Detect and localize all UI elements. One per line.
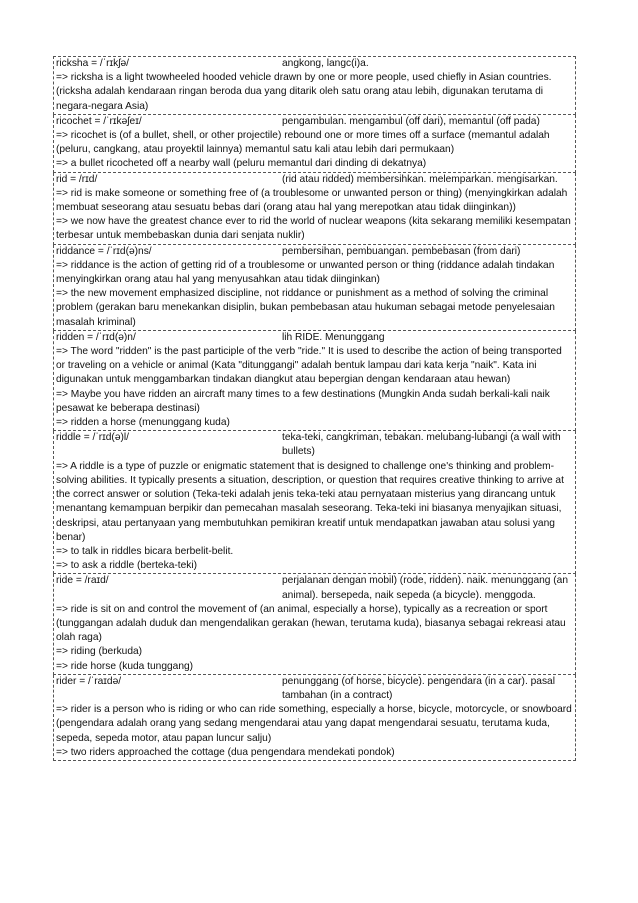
- entry-ricksha: [53, 56, 576, 115]
- entry-line: => ride horse (kuda tunggang): [56, 660, 194, 672]
- entry-line: => ride is sit on and control the movement of (an animal, especially a horse), typically as a recreation or sport (tunggangan adalah duduk dan mengendalikan gerakan (hewan, terutama kuda), biasanya sebagai rekreasi atau olah raga): [56, 603, 566, 644]
- entry-term: riddance = /ˈrɪd(ə)ns/: [56, 245, 152, 257]
- entry-line: => riding (berkuda): [56, 646, 143, 658]
- entry-line: => two riders approached the cottage (dua pengendara mendekati pondok): [56, 746, 395, 758]
- entry-head: [56, 431, 573, 459]
- entry-head: [56, 675, 573, 703]
- entry-line: => the new movement emphasized discipline, not riddance or punishment as a method of solving the criminal problem (gerakan baru menekankan disiplin, bukan pembebasan atau hukuman sebagai metode penyelesaian masalah kriminal): [56, 288, 555, 328]
- entry-line: => to ask a riddle (berteka-teki): [56, 560, 197, 572]
- entry-head: [56, 57, 573, 71]
- entry-gloss: lih RIDE. Menunggang: [282, 331, 385, 343]
- entry-rider: [53, 675, 576, 761]
- entry-gloss: teka-teki, cangkriman, tebakan. melubang-lubangi (a wall with bullets): [282, 432, 561, 458]
- entry-term: rid = /rɪd/: [56, 173, 98, 185]
- entry-head: [56, 115, 573, 129]
- entry-gloss: pengambulan. mengambul (off dari), memantul (off pada): [282, 115, 540, 127]
- entry-ride: [53, 574, 576, 674]
- entry-ricochet: [53, 115, 576, 173]
- entry-gloss: pembersihan, pembuangan. pembebasan (from dari): [282, 245, 521, 257]
- entry-line: => to talk in riddles bicara berbelit-belit.: [56, 545, 234, 557]
- entry-line: => ridden a horse (menunggang kuda): [56, 417, 230, 429]
- entry-line: => rid is make someone or something free of (a troublesome or unwanted person or thing) (menyingkirkan adalah membuat seseorang atau sesuatu bebas dari (orang atau hal yang merepotkan atau tidak diinginkan)): [56, 187, 568, 214]
- entry-term: ricochet = /ˈrɪkəʃeɪ/: [56, 115, 142, 127]
- entry-gloss: penunggang (of horse, bicycle). pengendara (in a car). pasal tambahan (in a contract): [282, 675, 555, 701]
- entry-term: riddle = /ˈrɪd(ə)l/: [56, 432, 129, 444]
- entry-head: [56, 331, 573, 345]
- entry-riddle: [53, 431, 576, 574]
- entry-line: => riddance is the action of getting rid of a troublesome or unwanted person or thing (riddance adalah tindakan menyingkirkan orang atau hal yang menyusahkan atau tidak diinginkan): [56, 259, 555, 286]
- entry-line: => a bullet ricocheted off a nearby wall (peluru memantul dari dinding di dekatnya): [56, 158, 427, 170]
- entry-line: => ricksha is a light twowheeled hooded vehicle drawn by one or more people, used chiefly in Asian countries. (ricksha adalah kendaraan ringan beroda dua yang ditarik oleh satu orang atau lebih, digunakan terutama di negara-negara Asia): [56, 72, 552, 112]
- entry-head: [56, 245, 573, 259]
- dictionary-page: [53, 56, 576, 761]
- entry-line: => ricochet is (of a bullet, shell, or other projectile) rebound one or more times off a surface (memantul adalah (peluru, cangkang, atau proyektil lainnya) memantul satu kali atau lebih dari permukaan): [56, 130, 550, 156]
- entry-term: ride = /raɪd/: [56, 575, 109, 587]
- entry-ridden: [53, 331, 576, 431]
- entry-gloss: angkong, langc(i)a.: [282, 58, 369, 69]
- entry-riddance: [53, 245, 576, 331]
- entry-term: rider = /ˈraɪdə/: [56, 675, 122, 687]
- entry-term: ridden = /ˈrɪd(ə)n/: [56, 331, 136, 343]
- entry-line: => we now have the greatest chance ever to rid the world of nuclear weapons (kita sekarang memiliki kesempatan terbesar untuk membebaskan dunia dari senjata nuklir): [56, 216, 571, 242]
- entry-term: ricksha = /ˈrɪkʃə/: [56, 58, 129, 69]
- entry-line: => A riddle is a type of puzzle or enigmatic statement that is designed to challenge one's thinking and problem-solving abilities. It typically presents a situation, description, or question that requires creative thinking to arrive at the correct answer or solution (Teka-teki adalah jenis teka-teki atau pernyataan misterius yang dirancang untuk menantang kemampuan berpikir dan pemecahan masalah seseorang. Teka-teki ini biasanya menyajikan situasi, deskripsi, atau pertanyaan yang membutuhkan pemikiran kreatif untuk mendapatkan jawaban atau solusi yang benar): [56, 460, 564, 543]
- entry-head: [56, 574, 573, 602]
- entry-gloss: perjalanan dengan mobil) (rode, ridden). naik. menunggang (an animal). bersepeda, naik sepeda (a bicycle). menggoda.: [282, 575, 569, 601]
- entry-line: => The word "ridden" is the past participle of the verb "ride." It is used to describe the action of being transported or traveling on a vehicle or animal (Kata "ditunggangi" adalah bentuk lampau dari kata kerja "naik". Kata ini digunakan untuk menggambarkan tindakan diangkut atau bepergian dengan kendaraan atau hewan): [56, 346, 562, 386]
- entry-line: => Maybe you have ridden an aircraft many times to a few destinations (Mungkin Anda sudah berkali-kali naik pesawat ke beberapa destinasi): [56, 388, 550, 414]
- entry-line: => rider is a person who is riding or who can ride something, especially a horse, bicycle, motorcycle, or snowboard (pengendara adalah orang yang sedang mengendarai atau yang dapat mengendarai sesuatu, terutama kuda, sepeda, sepeda motor, atau papan luncur salju): [56, 704, 572, 744]
- entry-rid: [53, 173, 576, 245]
- entry-gloss: (rid atau ridded) membersihkan. melemparkan. mengisarkan.: [282, 173, 558, 185]
- entry-head: [56, 173, 573, 187]
